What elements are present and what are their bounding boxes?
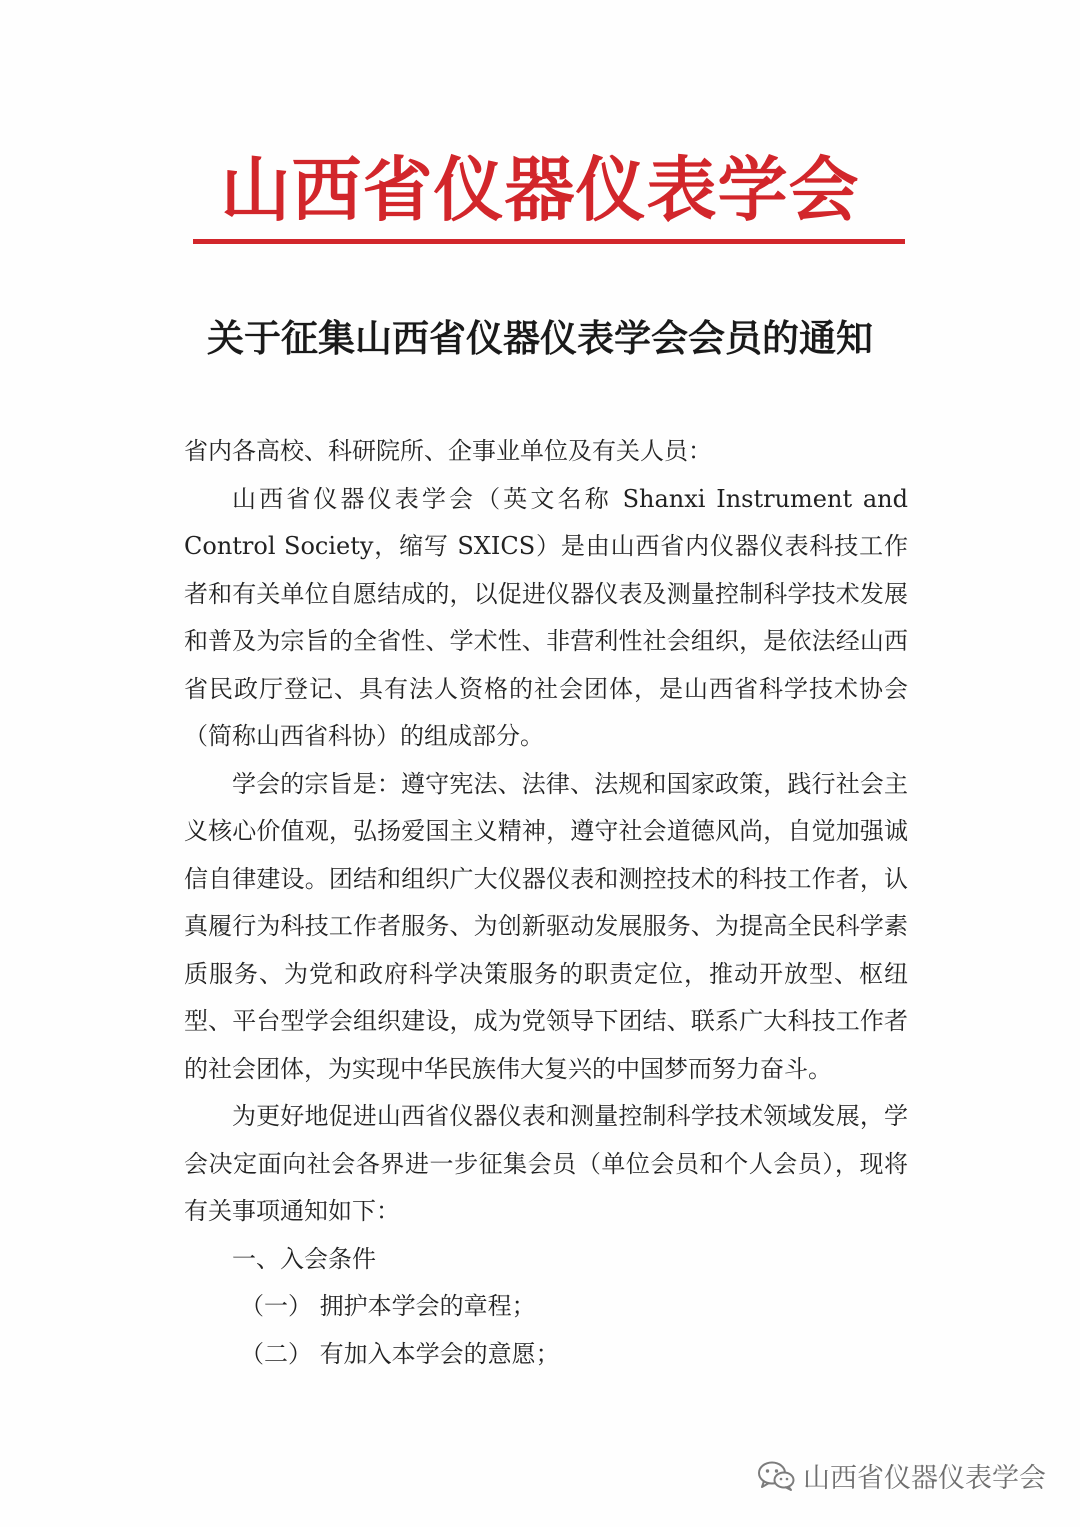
section-heading-conditions: 一、入会条件 (232, 1244, 376, 1273)
salutation: 省内各高校、科研院所、企事业单位及有关人员： (184, 437, 712, 465)
notice-body (184, 428, 908, 1378)
condition-item: （一） 拥护本学会的章程； (240, 1292, 536, 1320)
notice-title: 关于征集山西省仪器仪表学会会员的通知 (207, 317, 873, 360)
condition-item: （二） 有加入本学会的意愿； (240, 1339, 560, 1368)
letterhead-red-rule (193, 239, 905, 244)
watermark-text: 山西省仪器仪表学会 (803, 1463, 1046, 1494)
paragraph-intro: 山西省仪器仪表学会（英文名称 Shanxi Instrument and Control Society，缩写 SXICS）是由山西省内仪器仪表科技工作者和有关单位自愿结成的，以促进仪器仪表及测量控制科学技术发展和普及为宗旨的全省性、学术性、非营利性社会组织，是依法经山西省民政厅登记、具有法人资格的社会团体，是山西省科学技术协会（简称山西省科协）的组成部分。 (184, 484, 908, 750)
paragraph-purpose: 学会的宗旨是：遵守宪法、法律、法规和国家政策，践行社会主义核心价值观，弘扬爱国主义精神，遵守社会道德风尚，自觉加强诚信自律建设。团结和组织广大仪器仪表和测控技术的科技工作者，认真履行为科技工作者服务、为创新驱动发展服务、为提高全民科学素质服务、为党和政府科学决策服务的职责定位，推动开放型、枢纽型、平台型学会组织建设，成为党领导下团结、联系广大科技工作者的社会团体，为实现中华民族伟大复兴的中国梦而努力奋斗。 (184, 769, 908, 1083)
wechat-icon (757, 1460, 795, 1492)
wechat-watermark (757, 1456, 1046, 1495)
paragraph-announcement: 为更好地促进山西省仪器仪表和测量控制科学技术领域发展，学会决定面向社会各界进一步征集会员（单位会员和个人会员），现将有关事项通知如下： (184, 1102, 908, 1225)
letterhead-org-name: 山西省仪器仪表学会 (220, 149, 860, 231)
